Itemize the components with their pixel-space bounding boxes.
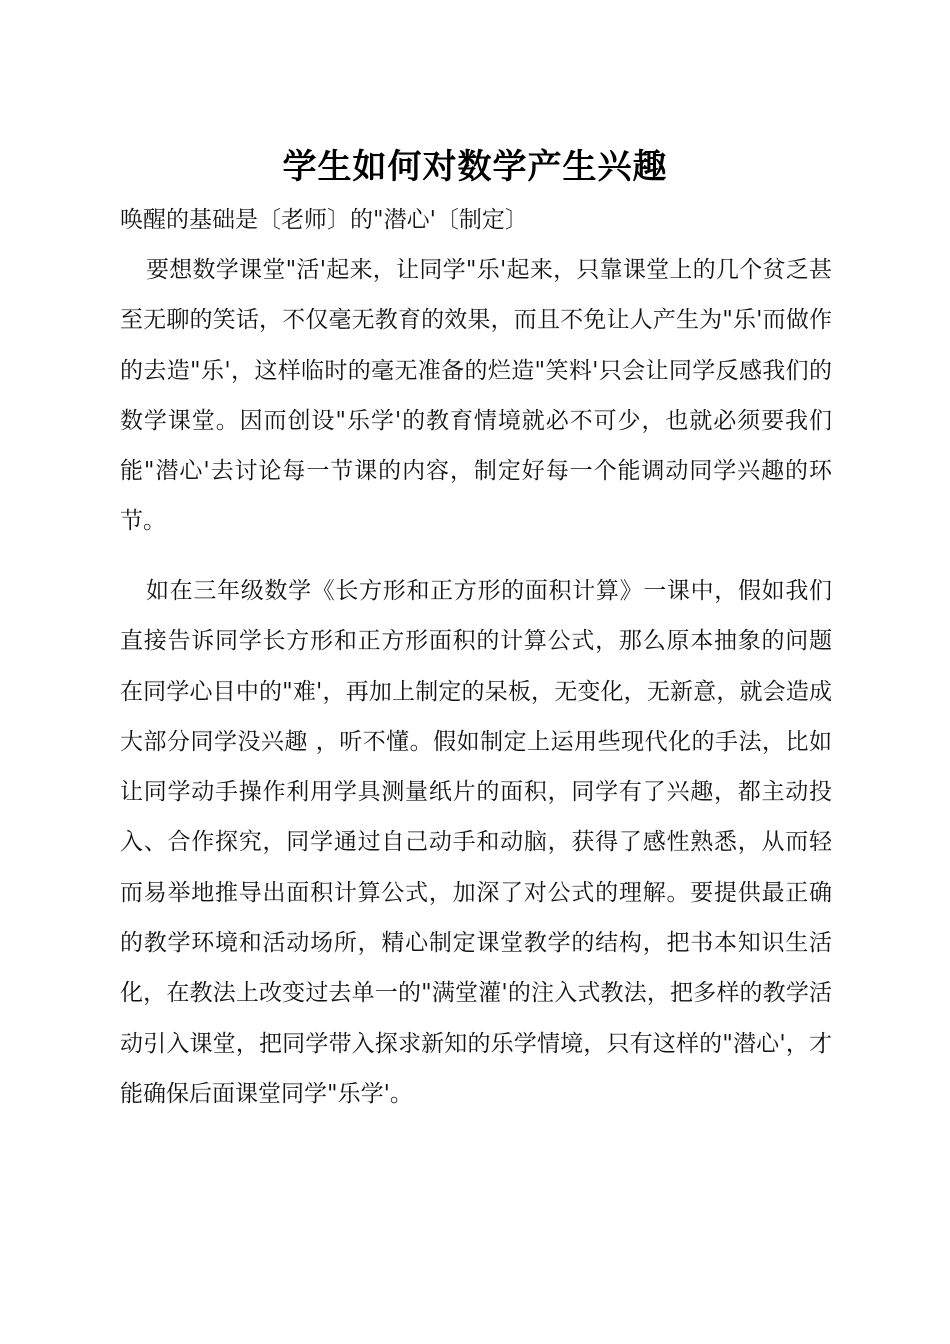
page-title: 学生如何对数学产生兴趣	[282, 147, 668, 187]
paragraph-1: 要想数学课堂"活'起来，让同学"乐'起来，只靠课堂上的几个贫乏甚至无聊的笑话，不仅毫无教育的效果，而且不免让人产生为"乐'而做作的去造"乐'，这样临时的毫无准备的烂造"笑料'只会让同学反感我们的数学课堂。因而创设"乐学'的教育情境就必不可少，也就必须要我们能"潜心'去讨论每一节课的内容，制定好每一个能调动同学兴趣的环节。	[120, 257, 832, 535]
paragraph-2: 如在三年级数学《长方形和正方形的面积计算》一课中，假如我们直接告诉同学长方形和正方形面积的计算公式，那么原本抽象的问题在同学心目中的"难'，再加上制定的呆板，无变化，无新意，就会造成大部分同学没兴趣 ，听不懂。假如制定上运用些现代化的手法，比如让同学动手操作利用学具测量纸片的面积，同学有了兴趣，都主动投入、合作探究，同学通过自己动手和动脑，获得了感性熟悉，从而轻而易举地推导出面积计算公式，加深了对公式的理解。要提供最正确的教学环境和活动场所，精心制定课堂教学的结构，把书本知识生活化，在教法上改变过去单一的"满堂灌'的注入式教法，把多样的教学活动引入课堂，把同学带入探求新知的乐学情境，只有这样的"潜心'，才能确保后面课堂同学"乐学'。	[120, 578, 832, 1107]
section-heading: 唤醒的基础是〔老师〕的"潜心'〔制定〕	[120, 207, 528, 233]
